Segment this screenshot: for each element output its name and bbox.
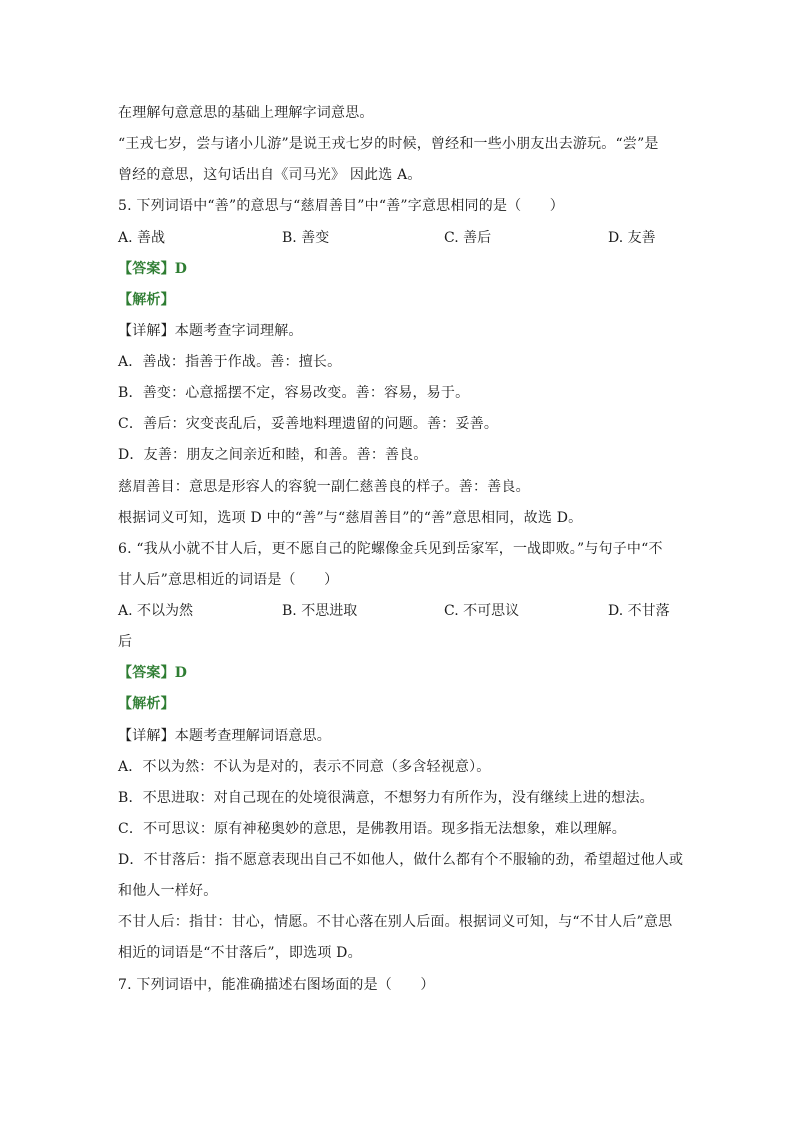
analysis-label: 【解析】 <box>118 696 175 712</box>
q6-option-a: A. 不以为然 <box>118 603 194 619</box>
text-line: 不甘人后：指甘：甘心，情愿。不甘心落在别人后面。根据词义可知，与“不甘人后”意思 <box>118 914 673 930</box>
text-line: 根据词义可知，选项 D 中的“善”与“慈眉善目”的“善”意思相同，故选 D。 <box>118 510 583 526</box>
text-line: 相近的词语是“不甘落后”，即选项 D。 <box>118 945 362 961</box>
text-line: 在理解句意意思的基础上理解字词意思。 <box>118 105 374 121</box>
text-line: B．不思进取：对自己现在的处境很满意，不想努力有所作为，没有继续上进的想法。 <box>118 790 654 806</box>
text-line: C．不可思议：原有神秘奥妙的意思，是佛教用语。现多指无法想象，难以理解。 <box>118 821 626 837</box>
text-line: 慈眉善目：意思是形容人的容貌一副仁慈善良的样子。善：善良。 <box>118 479 530 495</box>
answer-label: 【答案】D <box>118 665 188 681</box>
q5-option-a: A. 善战 <box>118 230 166 246</box>
text-line: A．善战：指善于作战。善：擅长。 <box>118 354 342 370</box>
detail-line: 【详解】本题考查字词理解。 <box>118 323 303 339</box>
analysis-label: 【解析】 <box>118 292 175 308</box>
question-7: 7. 下列词语中，能准确描述右图场面的是（ ） <box>118 977 435 993</box>
detail-line: 【详解】本题考查理解词语意思。 <box>118 728 331 744</box>
text-line: B．善变：心意摇摆不定，容易改变。善：容易，易于。 <box>118 385 470 401</box>
text-line: 和他人一样好。 <box>118 883 218 899</box>
text-line: “王戎七岁，尝与诸小儿游”是说王戎七岁的时候，曾经和一些小朋友出去游玩。“尝”是 <box>118 136 659 152</box>
q6-option-b: B. 不思进取 <box>282 603 358 619</box>
text-line: 甘人后”意思相近的词语是（ ） <box>118 572 339 588</box>
q5-option-d: D. 友善 <box>608 230 656 246</box>
text-line: 后 <box>118 634 133 650</box>
question-6: 6. “我从小就不甘人后，更不愿自己的陀螺像金兵见到岳家军，一战即败。”与句子中“不 <box>118 541 663 557</box>
q6-option-d: D. 不甘落 <box>608 603 670 619</box>
q5-option-c: C. 善后 <box>444 230 492 246</box>
q6-option-c: C. 不可思议 <box>444 603 520 619</box>
text-line: A．不以为然：不认为是对的，表示不同意（多含轻视意）。 <box>118 759 491 775</box>
answer-label: 【答案】D <box>118 261 188 277</box>
text-line: C．善后：灾变丧乱后，妥善地料理遗留的问题。善：妥善。 <box>118 416 499 432</box>
text-line: D．友善：朋友之间亲近和睦，和善。善：善良。 <box>118 447 428 463</box>
question-5: 5. 下列词语中“善”的意思与“慈眉善目”中“善”字意思相同的是（ ） <box>118 198 564 214</box>
text-line: 曾经的意思，这句话出自《司马光》 因此选 A。 <box>118 167 422 183</box>
q5-option-b: B. 善变 <box>282 230 330 246</box>
text-line: D．不甘落后：指不愿意表现出自己不如他人，做什么都有个不服输的劲，希望超过他人或 <box>118 852 684 868</box>
